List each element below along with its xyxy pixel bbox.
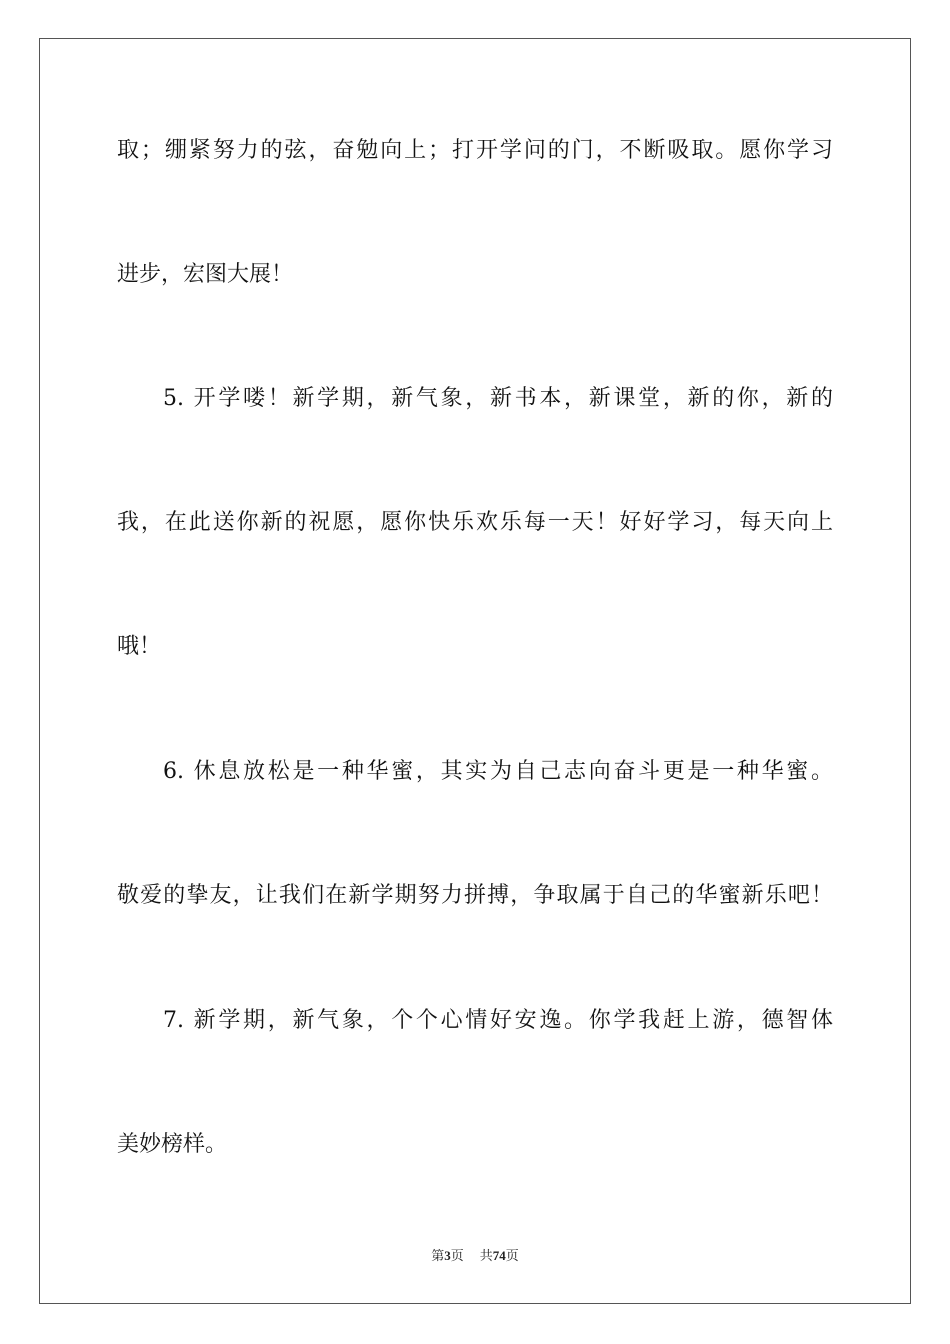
text-line-9: 美妙榜样。 — [117, 1132, 228, 1157]
total-suffix: 页 — [505, 1248, 519, 1263]
text-line-8: 7. 新学期，新气象，个个心情好安逸。你学我赶上游，德智体 — [163, 1008, 833, 1033]
page-footer — [0, 1247, 950, 1265]
text-line-4: 我，在此送你新的祝愿，愿你快乐欢乐每一天！好好学习，每天向上 — [117, 510, 833, 535]
text-line-5: 哦！ — [117, 634, 162, 659]
text-line-7: 敬爱的挚友，让我们在新学期努力拼搏，争取属于自己的华蜜新乐吧！ — [117, 883, 833, 908]
page-prefix: 第 — [431, 1248, 445, 1263]
text-line-3: 5. 开学喽！新学期，新气象，新书本，新课堂，新的你，新的 — [163, 386, 833, 411]
total-prefix: 共 — [479, 1248, 493, 1263]
page-suffix: 页 — [450, 1248, 464, 1263]
total-pages: 74 — [492, 1248, 506, 1263]
text-line-2: 进步，宏图大展！ — [117, 262, 294, 287]
text-line-1: 取；绷紧努力的弦，奋勉向上；打开学问的门，不断吸取。愿你学习 — [117, 138, 833, 163]
text-line-6: 6. 休息放松是一种华蜜，其实为自己志向奋斗更是一种华蜜。 — [163, 759, 833, 784]
page-frame — [39, 38, 911, 1304]
page-number: 3 — [444, 1248, 451, 1263]
